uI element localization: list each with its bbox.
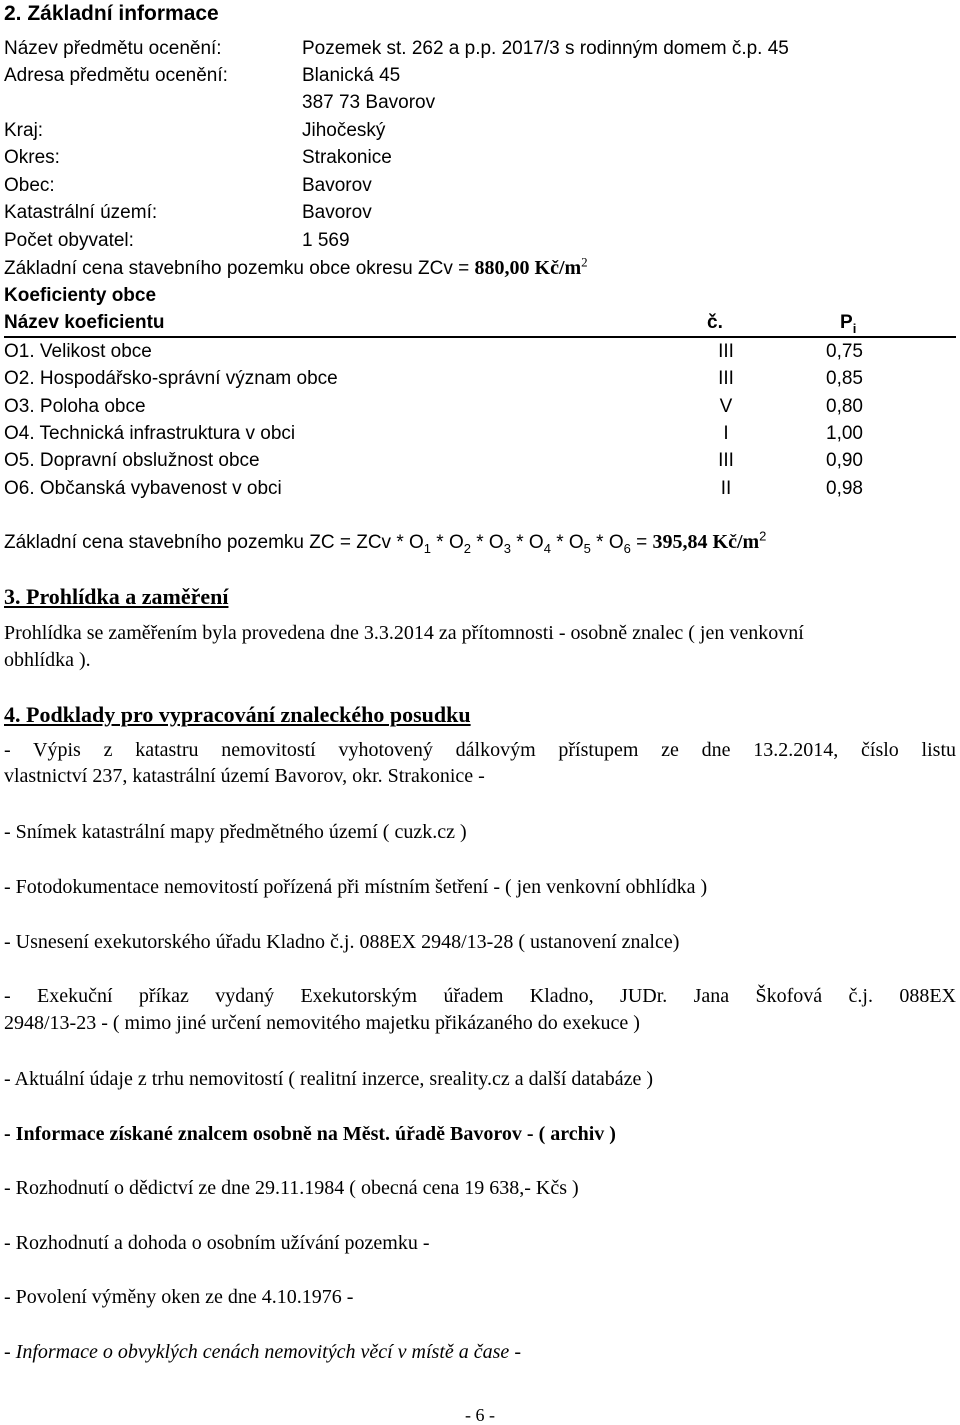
source-item: - Rozhodnutí o dědictví ze dne 29.11.1984 ( obecná cena 19 638,- Kčs ) xyxy=(4,1177,579,1199)
info-label: Název předmětu ocenění: xyxy=(4,38,222,59)
info-label: Adresa předmětu ocenění: xyxy=(4,65,228,86)
section-3-heading: 3. Prohlídka a zaměření xyxy=(4,584,229,609)
coef-row-num: I xyxy=(723,423,729,444)
info-label: Kraj: xyxy=(4,120,44,141)
base-price-sup: 2 xyxy=(581,254,588,270)
coef-row-num: II xyxy=(720,478,732,499)
page-number: - 6 - xyxy=(465,1405,495,1425)
source-item: 2948/13-23 - ( mimo jiné určení nemovitého majetku přikázaného do exekuce ) xyxy=(4,1012,640,1034)
formula-result: 395,84 Kč/m xyxy=(652,531,760,553)
coef-row-val: 0,80 xyxy=(826,396,863,417)
info-value: Pozemek st. 262 a p.p. 2017/3 s rodinným domem č.p. 45 xyxy=(302,38,789,59)
coef-header-rule xyxy=(4,336,956,338)
info-value: Strakonice xyxy=(302,147,392,168)
coef-row-name: O1. Velikost obce xyxy=(4,341,152,362)
coef-row-val: 0,75 xyxy=(826,341,863,362)
info-value: Jihočeský xyxy=(302,120,386,141)
info-value: Blanická 45 xyxy=(302,65,401,86)
coef-row-name: O6. Občanská vybavenost v obci xyxy=(4,478,282,499)
base-price-text: Základní cena stavebního pozemku obce okresu ZCv = xyxy=(4,258,475,279)
info-value: Bavorov xyxy=(302,175,372,196)
section-2-heading: 2. Základní informace xyxy=(4,2,219,25)
coef-row-val: 0,85 xyxy=(826,368,863,389)
coef-row-val: 0,98 xyxy=(826,478,863,499)
coef-header-p: $P_i$ xyxy=(840,312,857,336)
coef-row-name: O4. Technická infrastruktura v obci xyxy=(4,423,296,444)
coef-row-name: O3. Poloha obce xyxy=(4,396,146,417)
section-4-heading: 4. Podklady pro vypracování znaleckého posudku xyxy=(4,702,471,727)
info-value: Bavorov xyxy=(302,202,372,223)
source-item: - Informace získané znalcem osobně na Měst. úřadě Bavorov - ( archiv ) xyxy=(4,1123,616,1145)
section-3-line2: obhlídka ). xyxy=(4,649,91,671)
source-item: - Rozhodnutí a dohoda o osobním užívání pozemku - xyxy=(4,1232,430,1254)
coef-row-val: 1,00 xyxy=(826,423,863,444)
source-item: - Aktuální údaje z trhu nemovitostí ( realitní inzerce, sreality.cz a další databáze ) xyxy=(4,1068,653,1090)
population-value: 1 569 xyxy=(302,230,350,251)
coef-row-num: III xyxy=(718,341,734,362)
coef-header-name: Název koeficientu xyxy=(4,312,165,333)
source-item: - Informace o obvyklých cenách nemovitých věcí v místě a čase - xyxy=(4,1341,521,1363)
formula-line: Základní cena stavebního pozemku ZC = ZCv * $O_1 * O_2 * O_3 * O_4 * O_5 * O_6 = 395,84$ $Kč/m^2$ xyxy=(4,528,767,556)
source-item: - Usnesení exekutorského úřadu Kladno č.j. 088EX 2948/13-28 ( ustanovení znalce) xyxy=(4,931,680,953)
source-item: - Snímek katastrální mapy předmětného území ( cuzk.cz ) xyxy=(4,821,467,843)
source-item: vlastnictví 237, katastrální území Bavorov, okr. Strakonice - xyxy=(4,765,485,787)
section-3-line1: Prohlídka se zaměřením byla provedena dne 3.3.2014 za přítomnosti - osobně znalec ( jen venkovní xyxy=(4,622,804,644)
source-item: - Výpis z katastru nemovitostí vyhotovený dálkovým přístupem ze dne 13.2.2014, číslo listu xyxy=(4,739,956,761)
coef-row-name: O2. Hospodářsko-správní význam obce xyxy=(4,368,338,389)
source-item: - Fotodokumentace nemovitostí pořízená při místním šetření - ( jen venkovní obhlídka ) xyxy=(4,876,708,898)
source-item: - Exekuční příkaz vydaný Exekutorským úřadem Kladno, JUDr. Jana Škofová č.j. 088EX xyxy=(4,985,956,1007)
population-label: Počet obyvatel: xyxy=(4,230,134,251)
coef-row-name: O5. Dopravní obslužnost obce xyxy=(4,450,260,471)
base-price-value: 880,00 Kč/m xyxy=(474,257,582,279)
info-value: 387 73 Bavorov xyxy=(302,92,436,113)
coef-title: Koeficienty obce xyxy=(4,285,157,306)
coef-row-val: 0,90 xyxy=(826,450,863,471)
info-label: Obec: xyxy=(4,175,55,196)
info-label: Katastrální území: xyxy=(4,202,158,223)
coef-row-num: V xyxy=(719,396,733,417)
info-label: Okres: xyxy=(4,147,60,168)
coef-header-num: č. xyxy=(707,312,723,333)
source-item: - Povolení výměny oken ze dne 4.10.1976 - xyxy=(4,1286,354,1308)
coef-row-num: III xyxy=(718,450,734,471)
coef-row-num: III xyxy=(718,368,734,389)
base-price-line xyxy=(4,254,588,279)
